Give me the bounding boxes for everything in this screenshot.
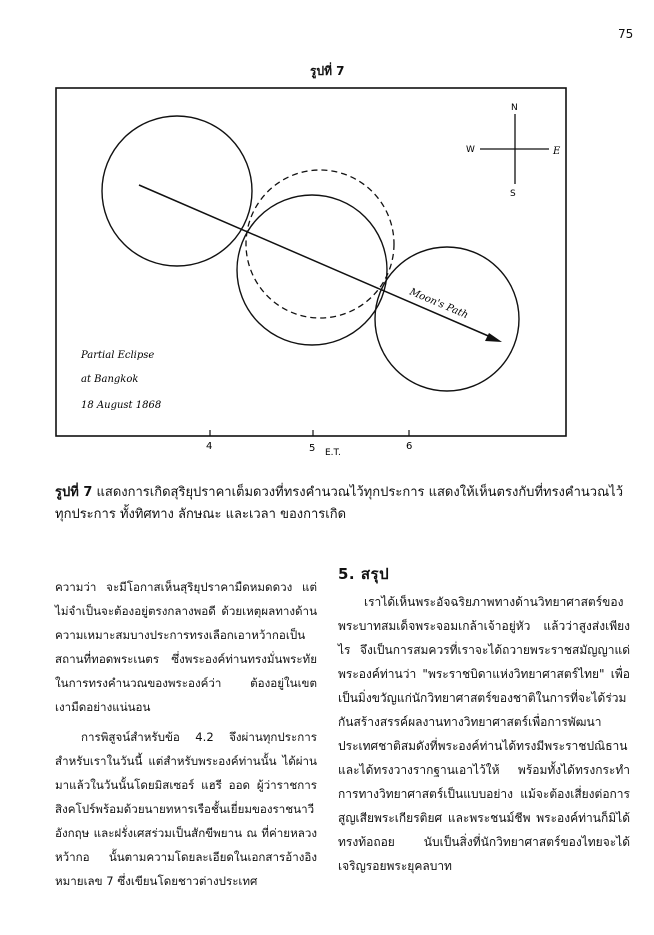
sun-disc-dashed xyxy=(246,170,394,318)
caption-text: แสดงการเกิดสุริยุปราคาเต็มดวงที่ทรงคำนวณไว้ทุกประการ แสดงให้เห็นตรงกับที่ทรงคำนวณไว้ทุกประการ ทั้งทิศทาง ลักษณะ และเวลา ของการเกิด xyxy=(55,485,623,522)
moon-path-label: Moon's Path xyxy=(407,286,470,322)
page-number: 75 xyxy=(618,27,634,41)
axis-tick-label-4: 4 xyxy=(206,441,213,452)
compass-n: N xyxy=(511,103,518,113)
axis-tick-label-5: 5 xyxy=(309,443,316,454)
left-paragraph-2: การพิสูจน์สำหรับข้อ 4.2 จึงผ่านทุกประการ สำหรับเราในวันนี้ แต่สำหรับพระองค์ท่านนั้น ได้ผ่านมาแล้วในวันนั้นโดยมิสเซอร์ แฮรี ออด ผู้ว่าราชการสิงคโปร์พร้อมด้วยนายทหารเรือชั้นเยี่ยมของราชนาวีอังกฤษ และฝรั่งเศสร่วมเป็นสักขีพยาน ณ ที่ค่ายหลวง หว้ากอ นั้นตามความโดยละเอียดในเอกสารอ้างอิงหมายเลข 7 ซึ่งเขียนโดยชาวต่างประเทศ xyxy=(55,730,317,888)
axis-tick-label-6: 6 xyxy=(406,441,413,452)
section-heading: 5. สรุป xyxy=(338,565,390,583)
moon-circle-1 xyxy=(102,116,252,266)
figure-caption xyxy=(55,482,635,526)
eclipse-diagram xyxy=(55,87,575,458)
moon-circle-3 xyxy=(375,247,519,391)
section-body: เราได้เห็นพระอัจฉริยภาพทางด้านวิทยาศาสตร์ของพระบาทสมเด็จพระจอมเกล้าเจ้าอยู่หัว แล้วว่าสูงส่งเพียงไร จึงเป็นการสมควรที่เราจะได้ถวายพระราชสมัญญาแด่พระองค์ท่านว่า "พระราชบิดาแห่งวิทยาศาสตร์ไทย" เพื่อเป็นมิ่งขวัญแก่นักวิทยาศาสตร์ของชาติในการที่จะได้ร่วมกันสร้างสรรค์ผลงานทางวิทยาศาสตร์เพื่อการพัฒนาประเทศชาติสมดังที่พระองค์ท่านได้ทรงมีพระราชปณิธานและได้ทรงวางรากฐานเอาไว้ให้ พร้อมทั้งได้ทรงกระทำการทางวิทยาศาสตร์เป็นแบบอย่าง แม้จะต้องเสี่ยงต่อการสูญเสียพระเกียรติยศ และพระชนม์ชีพ พระองค์ท่านก็มิได้ทรงท้อถอย นับเป็นสิ่งที่นักวิทยาศาสตร์ของไทยจะได้เจริญรอยพระยุคลบาท xyxy=(338,595,630,873)
compass-e: E xyxy=(553,146,561,157)
moon-path-arrowhead xyxy=(485,333,502,342)
annotation-line-3: 18 August 1868 xyxy=(81,400,162,411)
left-paragraph-1: ความว่า จะมีโอกาสเห็นสุริยุปราคามืดหมดดวง แต่ไม่จำเป็นจะต้องอยู่ตรงกลางพอดี ด้วยเหตุผลทางด้านความเหมาะสมบางประการทรงเลือกเอาหว้ากอเป็นสถานที่ทอดพระเนตร ซึ่งพระองค์ท่านทรงมั่นพระทัยในการทรงคำนวณของพระองค์ว่า ต้องอยู่ในเขตเงามืดอย่างแน่นอน xyxy=(55,580,317,714)
caption-label: รูปที่ 7 xyxy=(55,485,93,500)
moon-circle-2 xyxy=(237,195,387,345)
left-column xyxy=(55,575,317,893)
compass-w: W xyxy=(466,145,475,155)
annotation-line-2: at Bangkok xyxy=(81,374,139,385)
axis-label-et: E.T. xyxy=(325,448,341,458)
right-column xyxy=(338,562,630,878)
moon-path-line xyxy=(139,185,493,338)
annotation-line-1: Partial Eclipse xyxy=(81,350,155,361)
figure-heading: รูปที่ 7 xyxy=(310,64,345,78)
eclipse-figure xyxy=(55,87,575,458)
compass-s: S xyxy=(510,189,516,199)
